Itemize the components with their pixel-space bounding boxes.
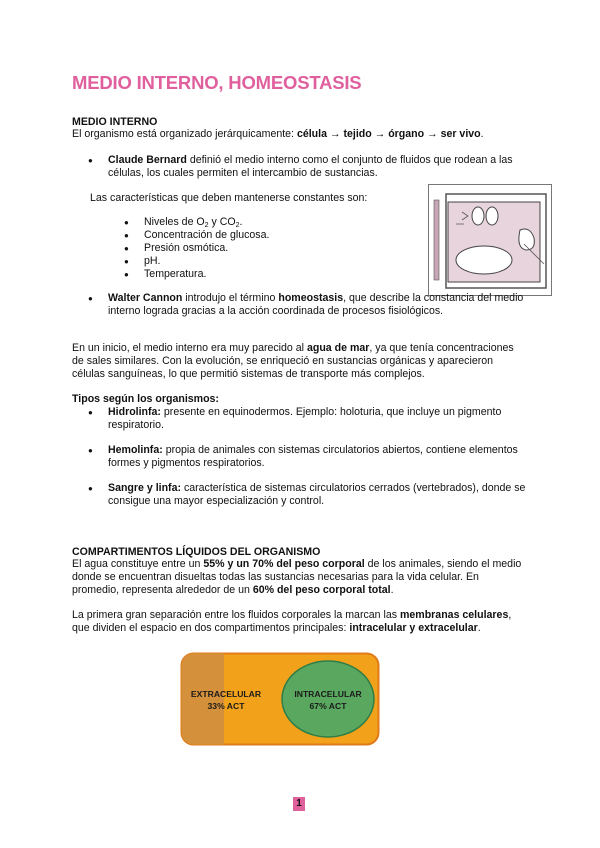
constant-item: ● Niveles de $O_2$ y $CO_2$. (144, 216, 243, 229)
bernard-item: ● Claude Bernard definió el medio interno como el conjunto de fluidos que rodean a las células, los cuales permiten el intercambio de sustancias. (108, 154, 528, 180)
figure-side-bar (434, 200, 439, 280)
extracellular-band (182, 654, 225, 745)
page-number: 1 (293, 797, 305, 811)
figure-lung-left (472, 207, 484, 225)
constant-item: ● Concentración de glucosa. (144, 229, 269, 242)
membranes-paragraph: La primera gran separación entre los fluidos corporales la marcan las membranas celulares, que dividen el espacio en dos compartimentos principales: intracelular y extracelular. (72, 609, 512, 634)
section-heading-medio-interno: MEDIO INTERNO (72, 116, 158, 128)
intracellular-percent: 67% ACT (309, 701, 347, 711)
water-paragraph: El agua constituye entre un 55% y un 70% del peso corporal de los animales, siendo el medio donde se encuentran disueltas todas las sustancias necesarias para la vida celular. En promedio, representa alrededor de un 60% del peso corporal total. (72, 558, 522, 596)
intracellular-label: INTRACELULAR (294, 689, 362, 699)
extracellular-label: EXTRACELULAR (190, 689, 262, 699)
page-title: MEDIO INTERNO, HOMEOSTASIS (72, 72, 362, 93)
extracellular-percent: 33% ACT (207, 701, 245, 711)
intracellular-circle (282, 661, 374, 737)
types-heading: Tipos según los organismos: (72, 393, 219, 405)
sea-water-paragraph: En un inicio, el medio interno era muy parecido al agua de mar, ya que tenía concentraciones de sales similares. Con la evolución, se enriqueció en sustancias orgánicas y aparecieron células sanguíneas, lo que permitió sistemas de transporte más complejos. (72, 342, 514, 380)
fluid-compartments-diagram (180, 652, 380, 746)
intro-paragraph: El organismo está organizado jerárquicamente: célula → tejido → órgano → ser vivo. (72, 128, 484, 140)
constant-item: ● pH. (144, 255, 161, 268)
internal-environment-figure (428, 184, 552, 296)
type-item-hidrolinfa: ● Hidrolinfa: presente en equinodermos. Ejemplo: holoturia, que incluye un pigmento respiratorio. (108, 406, 528, 432)
cannon-item: ● Walter Cannon introdujo el término homeostasis, que describe la constancia del medio interno lograda gracias a la acción coordinada de procesos fisiológicos. (108, 292, 528, 318)
figure-lung-right (486, 207, 498, 225)
type-item-hemolinfa: ● Hemolinfa: propia de animales con sistemas circulatorios abiertos, contiene elementos formes y pigmentos respiratorios. (108, 444, 528, 470)
constant-item: ● Presión osmótica. (144, 242, 228, 255)
figure-organ-ellipse (456, 246, 512, 274)
type-item-sangre-linfa: ● Sangre y linfa: característica de sistemas circulatorios cerrados (vertebrados), donde se consigue una mayor especialización y control. (108, 482, 528, 508)
section-heading-compartimentos: COMPARTIMENTOS LÍQUIDOS DEL ORGANISMO (72, 546, 321, 558)
constant-item: ● Temperatura. (144, 268, 206, 281)
constants-intro: Las características que deben mantenerse constantes son: (90, 192, 368, 204)
